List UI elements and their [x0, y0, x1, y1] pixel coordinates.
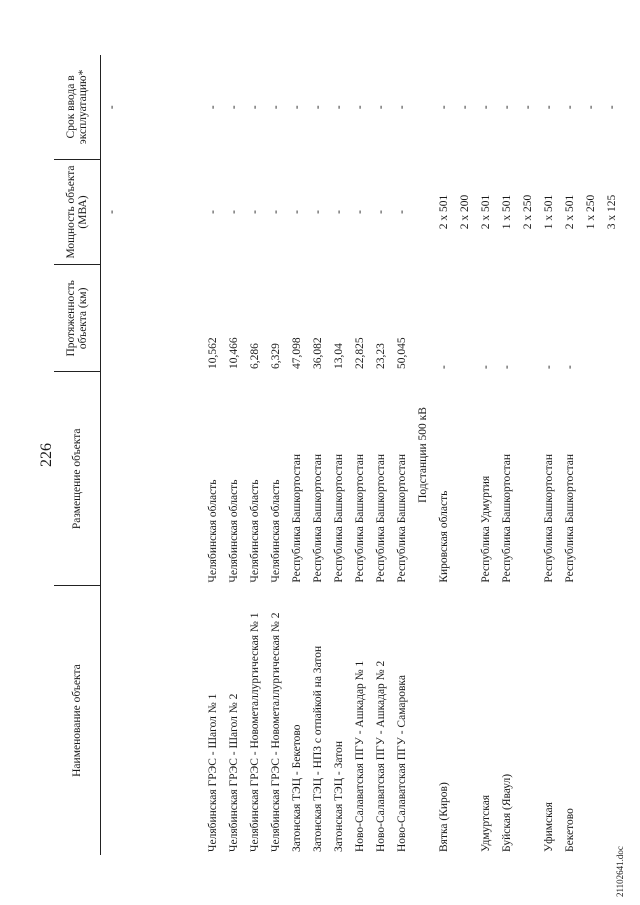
cell-date: -	[395, 105, 408, 110]
section-row	[412, 55, 433, 855]
cell-length	[580, 265, 601, 372]
table-row	[286, 55, 307, 855]
cell-date: -	[479, 105, 492, 110]
cell-length: 50,045	[395, 337, 408, 369]
cell-name: Затонская ТЭЦ - Затон	[332, 741, 345, 852]
cell-date: -	[248, 105, 261, 110]
cell-length: 6,329	[269, 343, 282, 369]
table-row	[328, 55, 349, 855]
cell-date: -	[542, 105, 555, 110]
table-row	[370, 55, 391, 855]
cell-length: 10,466	[227, 337, 240, 369]
table-row	[391, 55, 412, 855]
cell-location: Республика Башкортостан	[332, 453, 345, 583]
table-row	[538, 55, 559, 855]
cell-location: Кировская область	[437, 490, 450, 583]
cell-name: Ново-Салаватская ПГУ - Ашкадар № 2	[374, 660, 387, 852]
cell-length: 10,562	[206, 337, 219, 369]
header-length: Протяженность объекта (км)	[54, 265, 101, 372]
cell-name: Челябинская ГРЭС - Новометаллургическая № 1	[248, 612, 261, 852]
cell-location: Челябинская область	[248, 479, 261, 583]
cell-date: -	[437, 105, 450, 110]
cell-date: -	[563, 105, 576, 110]
header-power: Мощность объекта (МВА)	[54, 159, 101, 264]
cell-length: -	[542, 365, 555, 369]
cell-power: -	[206, 210, 219, 214]
cell-name: Удмуртская	[479, 794, 492, 852]
cell-length	[517, 265, 538, 372]
cell-location: Республика Удмуртия	[479, 475, 492, 583]
cell-length: 23,23	[374, 343, 387, 369]
cell-length: -	[563, 365, 576, 369]
cell-length: 22,825	[353, 337, 366, 369]
table-row	[202, 55, 223, 855]
cell-date: -	[584, 105, 597, 110]
cell-location: Республика Башкортостан	[311, 453, 324, 583]
cell-date: -	[500, 105, 513, 110]
cell-power: 1 x 501	[542, 194, 555, 230]
cell-power: 2 x 200	[458, 194, 471, 230]
cell-length	[454, 265, 475, 372]
cell-name: Челябинская ГРЭС - Новометаллургическая № 2	[269, 612, 282, 852]
table-row	[496, 55, 517, 855]
cell-location	[601, 372, 622, 586]
header-date: Срок ввода в эксплуатацию*	[54, 55, 101, 159]
cell-date: -	[311, 105, 324, 110]
section-title: Подстанции 500 кВ	[416, 407, 429, 503]
table-body	[101, 55, 623, 855]
cell-name: Бекетово	[563, 808, 576, 852]
cell-length	[601, 265, 622, 372]
cell-location: Республика Башкортостан	[374, 453, 387, 583]
cell-power: -	[395, 210, 408, 214]
cell-location	[580, 372, 601, 586]
cell-power: -	[311, 210, 324, 214]
cell-name: Уфимская	[542, 802, 555, 852]
cell-name: Затонская ТЭЦ - Бекетово	[290, 724, 303, 852]
cell-power: -	[374, 210, 387, 214]
objects-table	[54, 55, 622, 855]
cell-name	[601, 586, 622, 855]
cell-length: 36,082	[311, 337, 324, 369]
cell-name	[580, 586, 601, 855]
cell-name: Затонская ТЭЦ - НПЗ с отпайкой на Затон	[311, 645, 324, 852]
table-row	[265, 55, 286, 855]
cell-length: -	[500, 365, 513, 369]
cell-date: -	[290, 105, 303, 110]
cell-power: 2 x 501	[437, 194, 450, 230]
table-row	[559, 55, 580, 855]
cell-location: Республика Башкортостан	[290, 453, 303, 583]
cell-location	[454, 372, 475, 586]
table-row	[349, 55, 370, 855]
cell-date: -	[206, 105, 219, 110]
table-spacer-row	[122, 55, 202, 855]
cell-power: 2 x 501	[479, 194, 492, 230]
cell-date: -	[521, 105, 534, 110]
cell-power: -	[332, 210, 345, 214]
table-row	[475, 55, 496, 855]
cell-name: Буйская (Яваул)	[500, 773, 513, 852]
cell-power: 2 x 501	[563, 194, 576, 230]
cell-power: -	[227, 210, 240, 214]
cell-name: Ново-Салаватская ПГУ - Ашкадар № 1	[353, 660, 366, 852]
cell-name: Челябинская ГРЭС - Шагол № 1	[206, 693, 219, 852]
cell-date: -	[227, 105, 240, 110]
cell-length: 47,098	[290, 337, 303, 369]
cell-date: -	[605, 105, 618, 110]
table-row	[223, 55, 244, 855]
cell-length: 13,04	[332, 343, 345, 369]
cell-power: -	[248, 210, 261, 214]
cell-location	[517, 372, 538, 586]
cell-name: Челябинская ГРЭС - Шагол № 2	[227, 693, 240, 852]
cell-power: -	[353, 210, 366, 214]
cell-name: Вятка (Киров)	[437, 782, 450, 852]
cell-location: Республика Башкортостан	[563, 453, 576, 583]
cell-location: Республика Башкортостан	[395, 453, 408, 583]
header-name: Наименование объекта	[54, 586, 101, 855]
cell-date: -	[105, 105, 118, 110]
table-row	[580, 55, 601, 855]
cell-location: Республика Башкортостан	[500, 453, 513, 583]
cell-name	[454, 586, 475, 855]
document-id: 21102641.doc	[615, 846, 625, 897]
header-location: Размещение объекта	[54, 372, 101, 586]
page-number: 226	[38, 443, 55, 467]
cell-power: -	[269, 210, 282, 214]
cell-name	[517, 586, 538, 855]
cell-date: -	[458, 105, 471, 110]
cell-power: 3 x 125	[605, 194, 618, 230]
table-header-row	[54, 55, 101, 855]
cell-length: -	[437, 365, 450, 369]
cell-power: -	[105, 210, 118, 214]
cell-location: Челябинская область	[269, 479, 282, 583]
cell-length: 6,286	[248, 343, 261, 369]
table-row	[101, 55, 123, 855]
cell-location: Республика Башкортостан	[542, 453, 555, 583]
cell-power: 1 x 250	[584, 194, 597, 230]
cell-date: -	[269, 105, 282, 110]
cell-power: 2 x 250	[521, 194, 534, 230]
cell-date: -	[374, 105, 387, 110]
table-row	[244, 55, 265, 855]
table-row	[517, 55, 538, 855]
table-row	[433, 55, 454, 855]
table-row	[601, 55, 622, 855]
cell-date: -	[353, 105, 366, 110]
cell-power: 1 x 501	[500, 194, 513, 230]
cell-location: Республика Башкортостан	[353, 453, 366, 583]
cell-name: Ново-Салаватская ПГУ - Самаровка	[395, 675, 408, 852]
table-row	[307, 55, 328, 855]
cell-length: -	[479, 365, 492, 369]
cell-location: Челябинская область	[227, 479, 240, 583]
table-row	[454, 55, 475, 855]
cell-power: -	[290, 210, 303, 214]
cell-location: Челябинская область	[206, 479, 219, 583]
cell-date: -	[332, 105, 345, 110]
